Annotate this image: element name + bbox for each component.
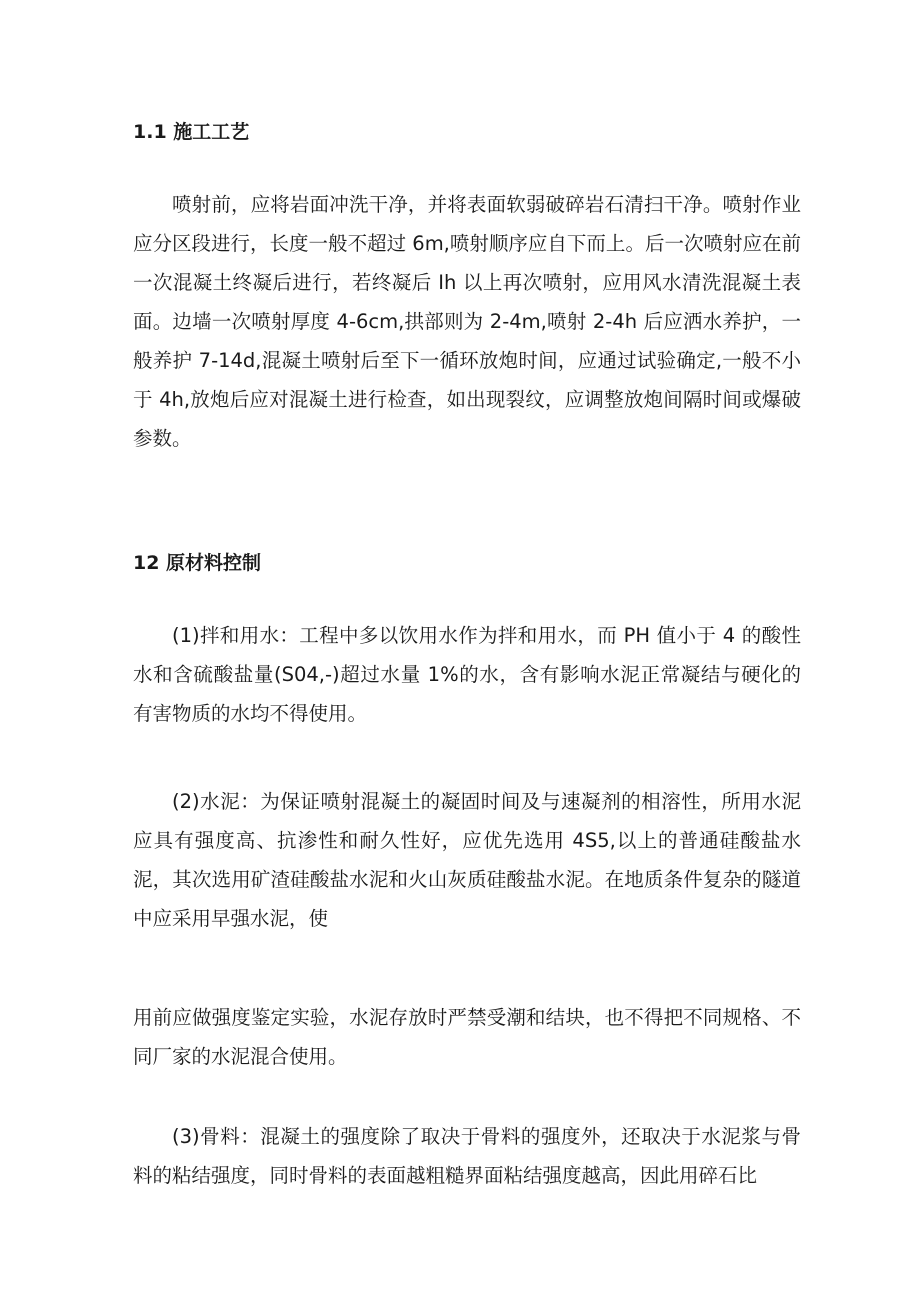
paragraph-mixing-water: (1)拌和用水：工程中多以饮用水作为拌和用水，而 PH 值小于 4 的酸性水和含硫酸盐量(S04,-)超过水量 1%的水，含有影响水泥正常凝结与硬化的有害物质的水均不得使用。	[133, 624, 801, 725]
paragraph-construction-process: 喷射前，应将岩面冲洗干净，并将表面软弱破碎岩石清扫干净。喷射作业应分区段进行，长度一般不超过 6m,喷射顺序应自下而上。后一次喷射应在前一次混凝土终凝后进行，若终凝后 Ih 以上再次喷射，应用风水清洗混凝土表面。边墙一次喷射厚度 4-6cm,拱部则为 2-4m,喷射 2-4h 后应洒水养护，一般养护 7-14d,混凝土喷射后至下一循环放炮时间，应通过试验确定,一般不小于 4h,放炮后应对混凝土进行检查，如出现裂纹，应调整放炮间隔时间或爆破参数。	[133, 193, 801, 450]
section-heading-1-2: 12 原材料控制	[133, 552, 262, 574]
section-heading-1-1: 1.1 施工工艺	[133, 121, 250, 143]
paragraph-cement-part1: (2)水泥：为保证喷射混凝土的凝固时间及与速凝剂的相溶性，所用水泥应具有强度高、抗渗性和耐久性好，应优先选用 4S5,以上的普通硅酸盐水泥，其次选用矿渣硅酸盐水泥和火山灰质硅酸盐水泥。在地质条件复杂的隧道中应采用早强水泥，使	[133, 790, 801, 930]
paragraph-cement-part2: 用前应做强度鉴定实验，水泥存放时严禁受潮和结块，也不得把不同规格、不同厂家的水泥混合使用。	[133, 1006, 801, 1068]
paragraph-aggregate: (3)骨料：混凝土的强度除了取决于骨料的强度外，还取决于水泥浆与骨料的粘结强度，同时骨料的表面越粗糙界面粘结强度越高，因此用碎石比	[133, 1125, 801, 1187]
